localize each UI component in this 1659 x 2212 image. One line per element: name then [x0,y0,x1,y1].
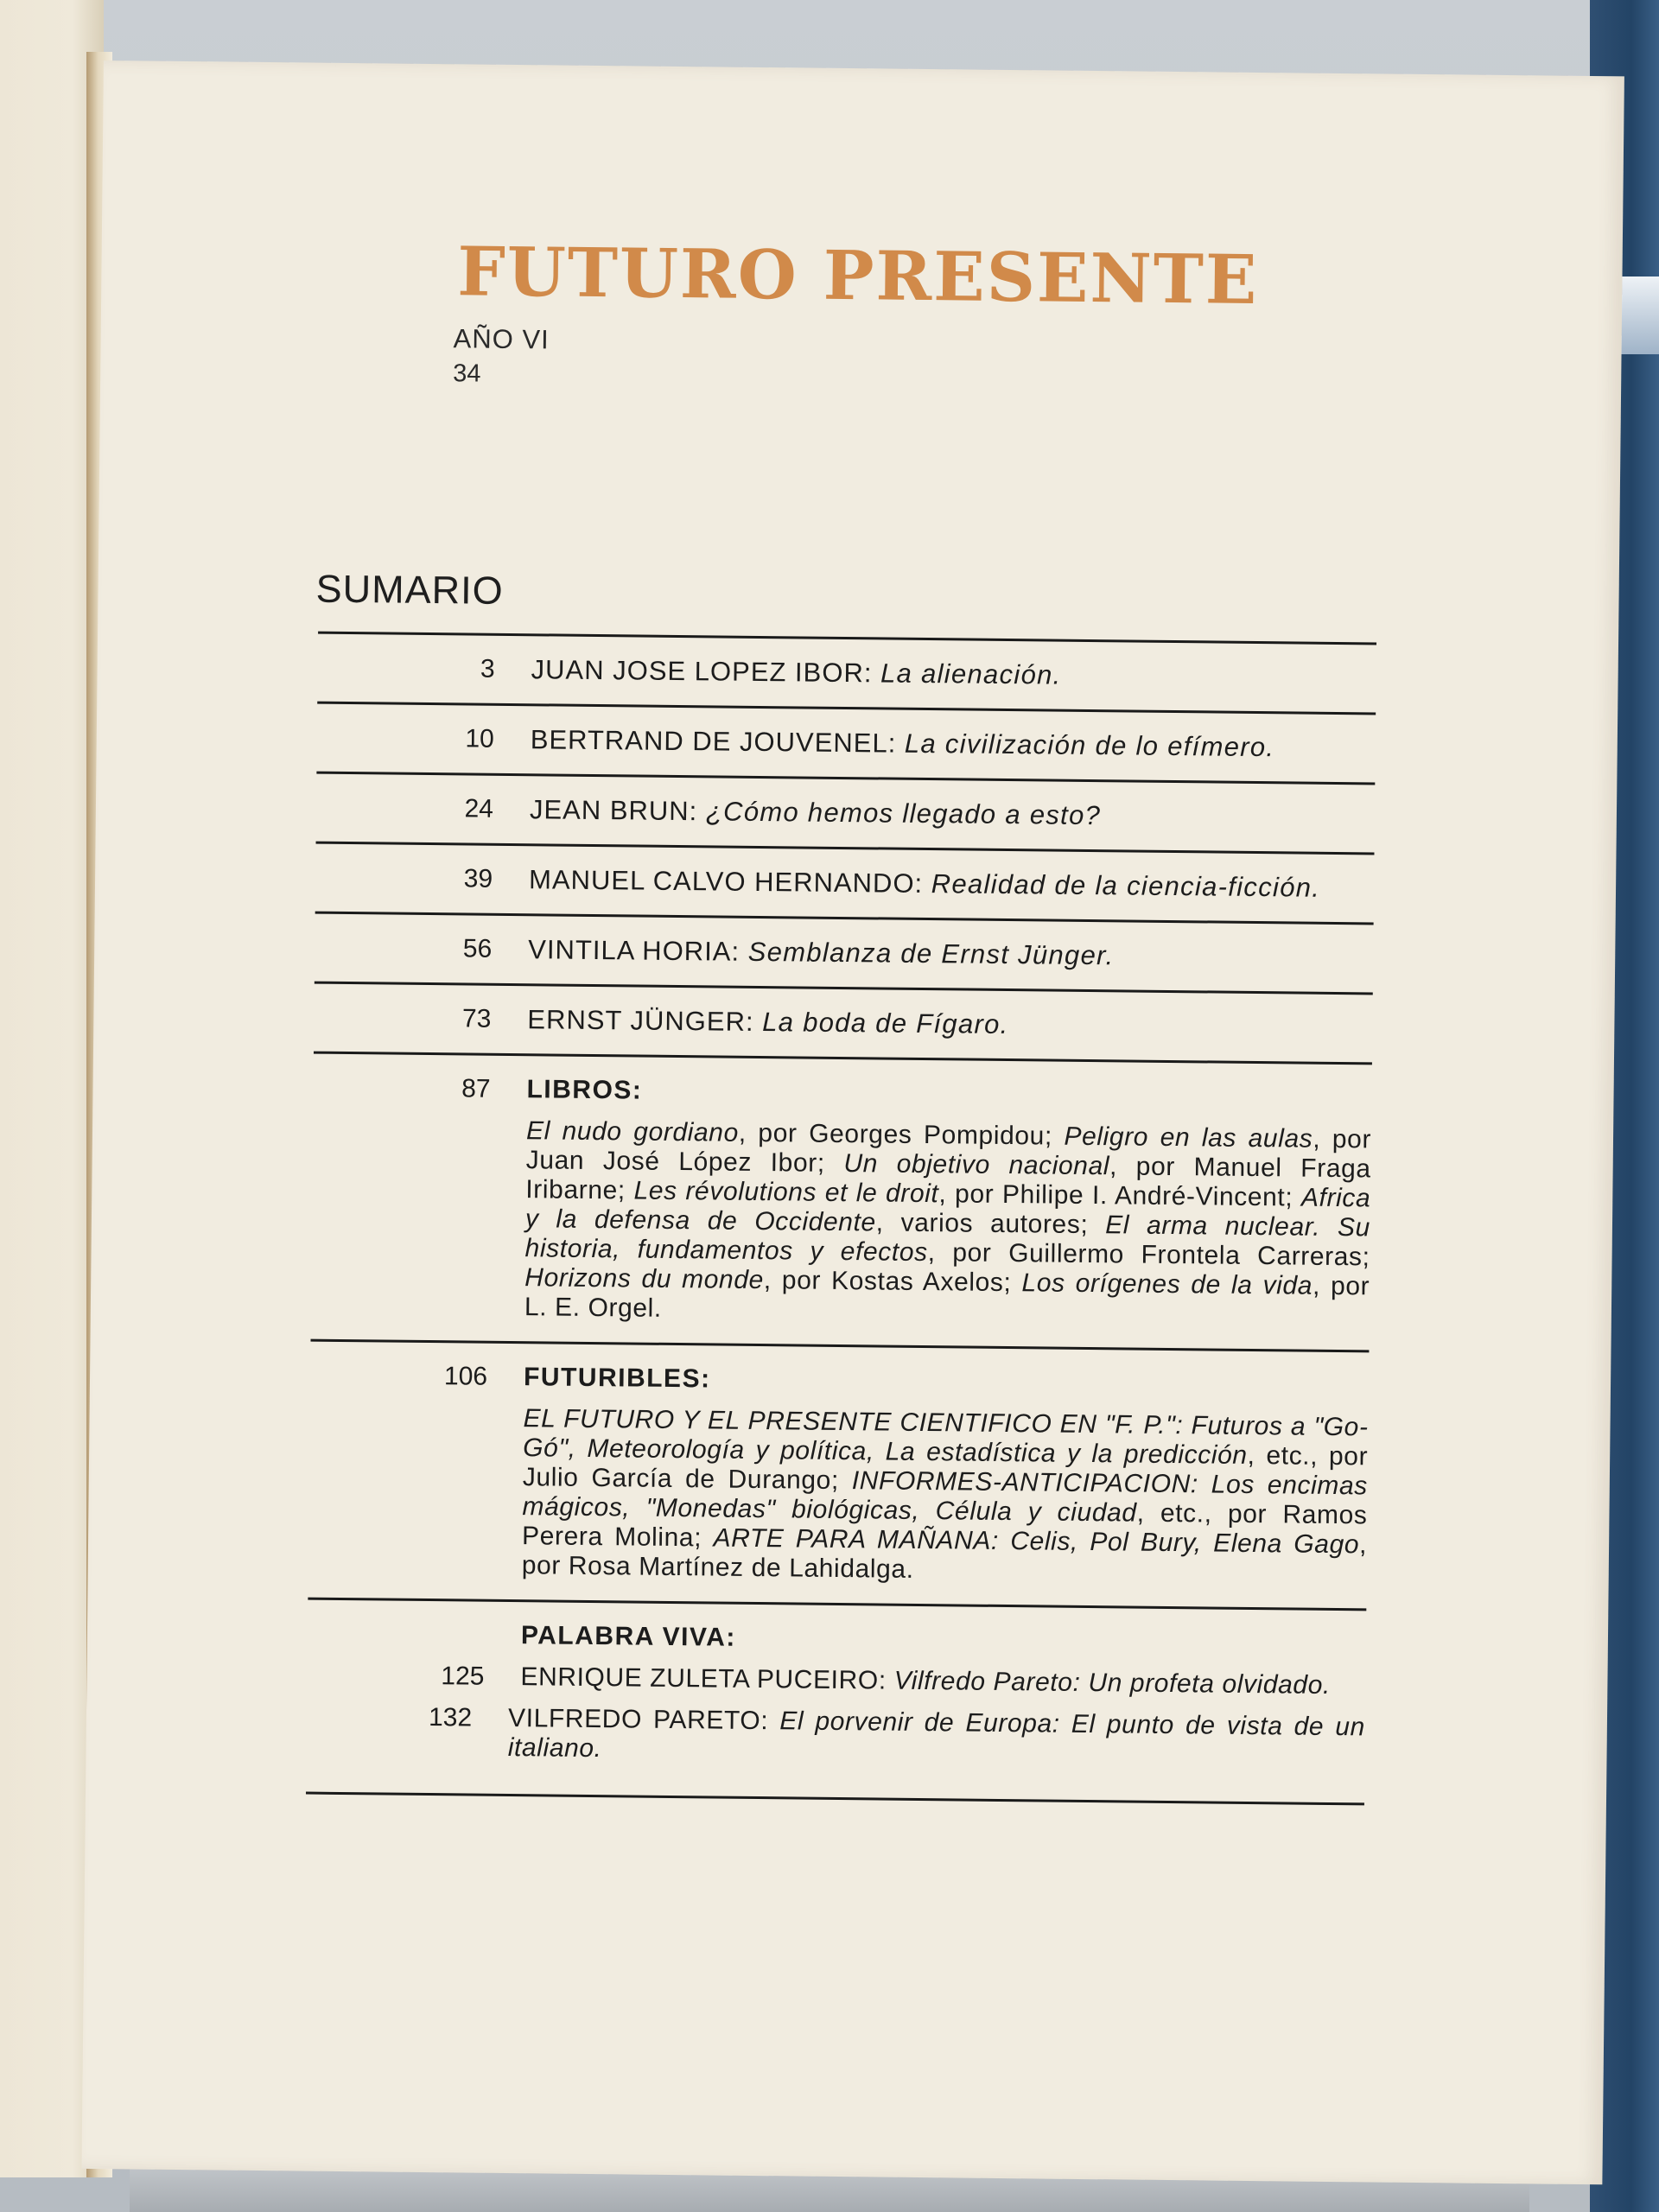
issue-number: 34 [453,359,481,388]
page-number: 125 [441,1662,485,1691]
entry-author: JEAN BRUN: [529,794,698,827]
book-author: , varios autores; [875,1208,1106,1240]
toc-entry [315,844,1375,923]
book-author: , por Philipe I. André-Vincent; [938,1179,1302,1212]
section-heading: PALABRA VIVA: [520,1621,737,1652]
book-author: , por L. E. Orgel. [524,1271,1370,1323]
books-section [311,1054,1372,1351]
entry-title: La alienación. [880,658,1062,690]
entry-text [527,1004,1009,1040]
magazine-page [81,60,1624,2184]
page-number: 132 [428,1703,473,1732]
entry-author: JUAN JOSE LOPEZ IBOR: [531,654,873,689]
entry-text [531,654,1061,690]
futuribles-body [522,1363,1370,1589]
entry-title: Semblanza de Ernst Jünger. [747,936,1115,971]
entry-text [528,934,1115,971]
entry-author: ENRIQUE ZULETA PUCEIRO: [520,1662,887,1695]
feature-title: INFORMES-ANTICIPACION: Los encimas mágicos, "Monedas" biológicas, Célula y ciudad [522,1466,1368,1528]
book-title: El nudo gordiano [525,1116,740,1147]
page-number: 3 [480,654,495,683]
toc-entry [306,1702,1365,1772]
table-of-contents [306,632,1376,1806]
book-author: , por Georges Pompidou; [738,1118,1065,1151]
entry-title: Realidad de la ciencia-ficción. [931,868,1321,903]
toc-entry [317,634,1376,713]
section-heading: FUTURIBLES: [523,1363,711,1394]
book-title: Los orígenes de la vida [1021,1268,1313,1300]
page-number: 87 [461,1074,491,1103]
book-title: Un objetivo nacional [843,1149,1110,1181]
entry-author: VILFREDO PARETO: [507,1704,769,1736]
book-author: , por Juan José López Ibor; [525,1124,1372,1179]
entry-text [508,1704,1365,1771]
entry-author: MANUEL CALVO HERNANDO: [528,864,924,899]
book-author: , por Manuel Fraga Iribarne; [525,1152,1371,1205]
book-title: El arma nuclear. Su historia, fundamentos y efectos [524,1211,1371,1268]
entry-title: Vilfredo Pareto: Un profeta olvidado. [893,1666,1332,1700]
entry-author: VINTILA HORIA: [528,934,741,967]
palabra-viva-section [306,1600,1366,1803]
entry-author: ERNST JÜNGER: [527,1004,754,1037]
entry-title: La civilización de lo efímero. [904,728,1275,763]
page-number: 10 [465,724,494,753]
entry-text [530,794,1102,831]
book-title: Africa y la defensa de Occidente [524,1183,1371,1237]
issue-year: AÑO VI [453,323,550,355]
feature-author: , etc., por Ramos Perera Molina; [521,1498,1368,1553]
futuribles-section [308,1342,1369,1609]
feature-author: , etc., por Julio García de Durango; [522,1440,1369,1496]
books-body [524,1075,1372,1331]
entry-text [529,864,1320,904]
book-title: Les révolutions et le droit [633,1176,939,1209]
section-heading: LIBROS: [526,1075,643,1105]
books-paragraph [524,1116,1371,1331]
page-number: 106 [443,1362,488,1391]
toc-entry [316,704,1376,783]
entry-title: ¿Cómo hemos llegado a esto? [705,796,1102,831]
masthead: FUTURO PRESENTE [456,232,1259,321]
entry-text [520,1662,1331,1700]
page-number: 73 [461,1004,492,1033]
page-number: 56 [462,934,493,963]
book-author: , por Kostas Axelos; [763,1266,1022,1298]
futuribles-paragraph [522,1404,1369,1589]
entry-author: BERTRAND DE JOUVENEL: [530,724,897,759]
entry-title: El porvenir de Europa: El punto de vista de un italiano. [507,1707,1366,1764]
book-author: , por Guillermo Frontela Carreras; [927,1238,1370,1272]
toc-entry [315,914,1374,993]
feature-title: ARTE PARA MAÑANA: Celis, Pol Bury, Elena Gago [713,1523,1360,1560]
entry-title: La boda de Fígaro. [762,1007,1009,1040]
feature-author: , por Rosa Martínez de Lahidalga. [521,1530,1368,1584]
toc-entry [314,984,1373,1063]
page-number: 24 [464,794,494,823]
contents-title: SUMARIO [315,566,504,613]
feature-title: EL FUTURO Y EL PRESENTE CIENTIFICO EN "F. P.": Futuros a "Go-Gó", Meteorología y política, La estadística y la predicción [523,1404,1369,1470]
toc-entry [316,774,1376,853]
toc-entry [307,1661,1365,1701]
book-title: Horizons du monde [524,1263,765,1295]
entry-text [531,724,1275,763]
book-title: Peligro en las aulas [1064,1122,1313,1154]
page-number: 39 [463,864,493,893]
